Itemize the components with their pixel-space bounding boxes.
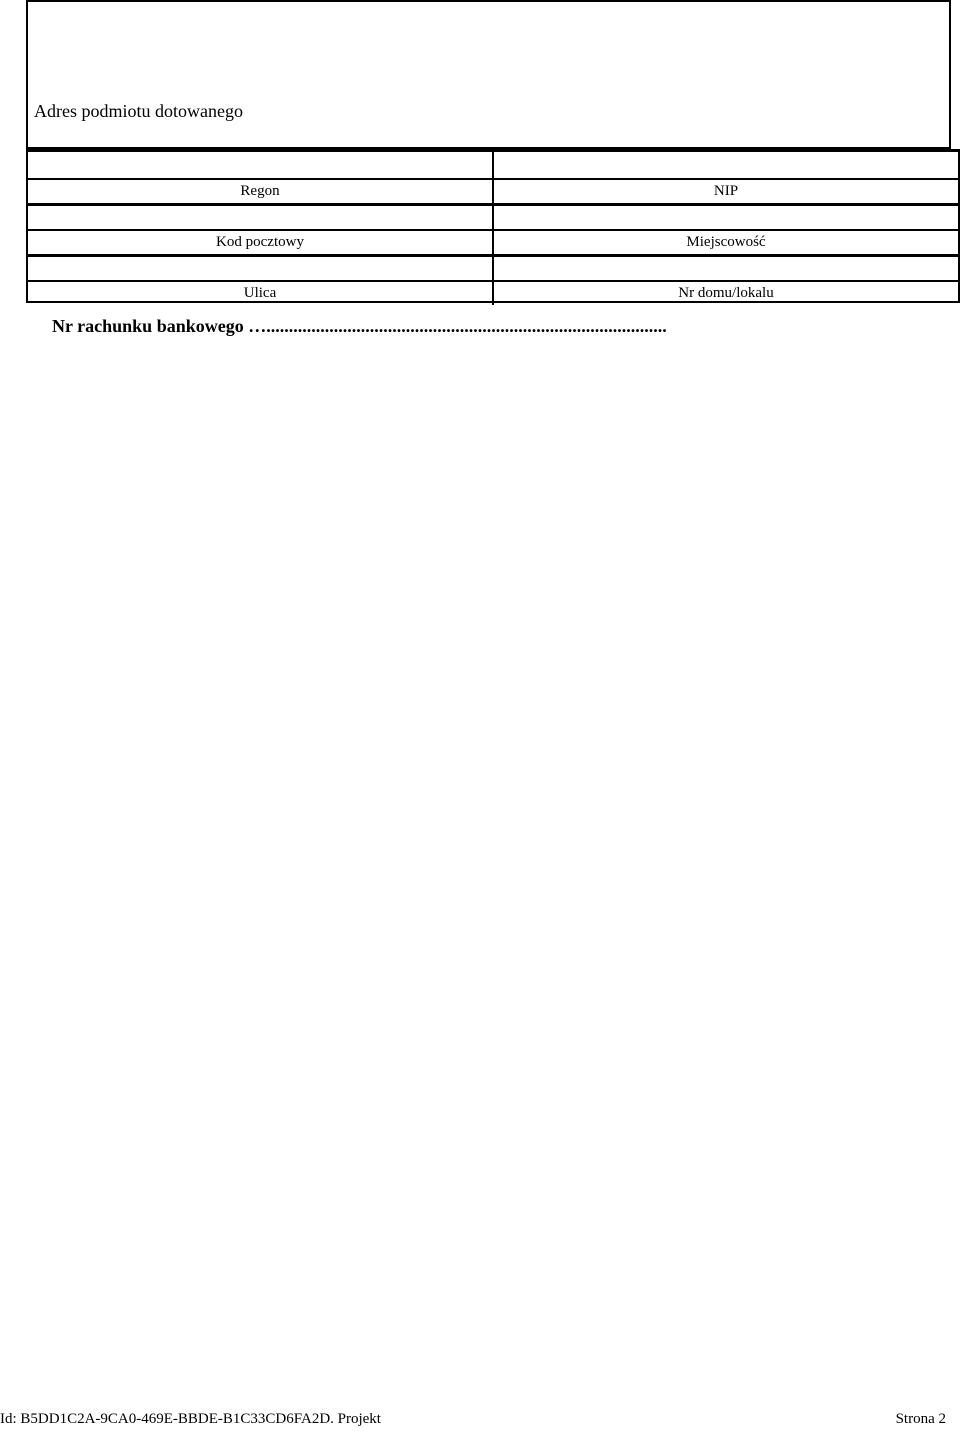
street-label: Ulica <box>243 285 277 301</box>
postal-code-field[interactable] <box>28 206 494 254</box>
regon-value-line <box>28 178 492 180</box>
fields-row-street-house <box>28 254 958 305</box>
nip-label: NIP <box>713 183 739 199</box>
fields-row-postcode-city <box>28 203 958 254</box>
postal-code-value-line <box>28 229 492 231</box>
city-label: Miejscowość <box>686 234 766 250</box>
house-number-field[interactable] <box>494 257 958 305</box>
street-value-line <box>28 280 492 282</box>
identification-fields-table <box>26 149 960 303</box>
address-box <box>26 0 951 149</box>
postal-code-label: Kod pocztowy <box>216 234 304 250</box>
nip-field[interactable] <box>494 152 958 203</box>
fields-row-regon-nip <box>28 152 958 203</box>
city-field[interactable] <box>494 206 958 254</box>
bank-account-line: Nr rachunku bankowego …......................................................................................... <box>52 316 667 336</box>
house-number-label: Nr domu/lokalu <box>678 285 774 301</box>
footer-page-number: Strona 2 <box>895 1411 946 1427</box>
address-section-title: Adres podmiotu dotowanego <box>34 101 243 121</box>
city-value-line <box>494 229 958 231</box>
footer-document-id: Id: B5DD1C2A-9CA0-469E-BBDE-B1C33CD6FA2D. Projekt <box>0 1411 381 1427</box>
regon-field[interactable] <box>28 152 494 203</box>
house-number-value-line <box>494 280 958 282</box>
street-field[interactable] <box>28 257 494 305</box>
regon-label: Regon <box>240 183 280 199</box>
nip-value-line <box>494 178 958 180</box>
